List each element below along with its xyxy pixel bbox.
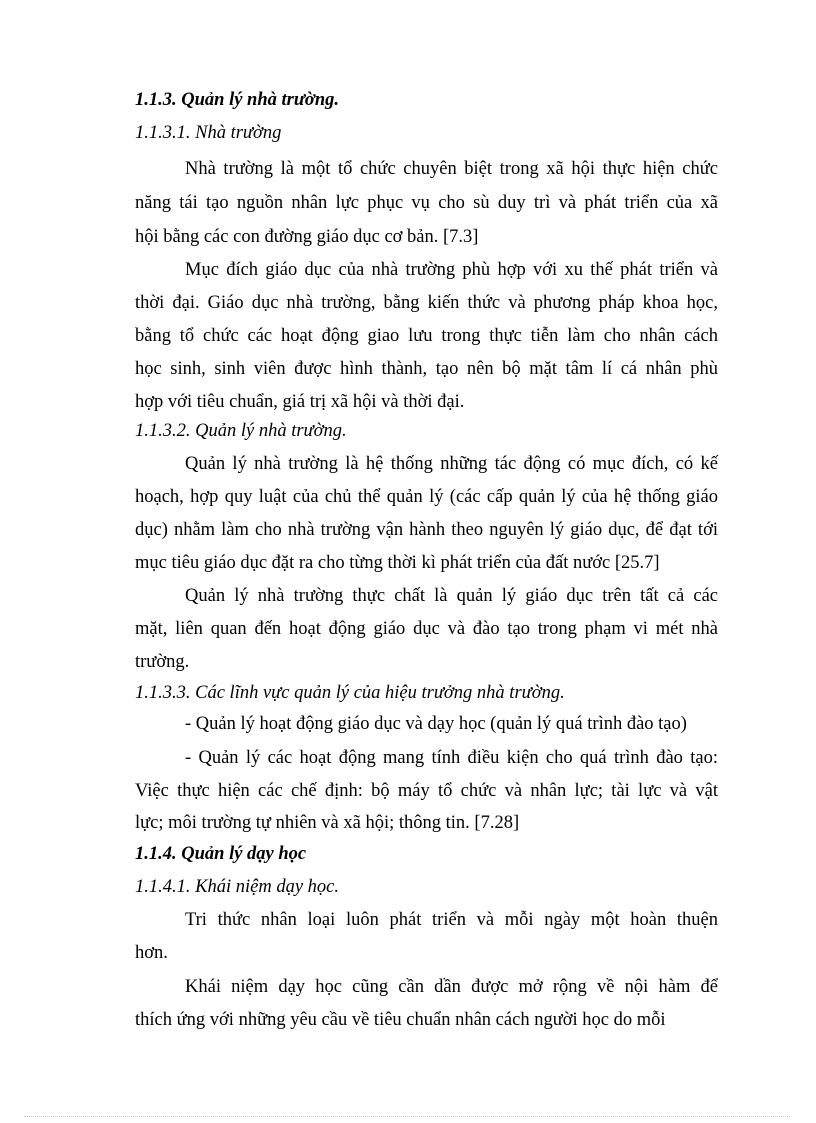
- heading-1-1-4: 1.1.4. Quản lý dạy học: [135, 844, 307, 864]
- paragraph-line: hội bằng các con đường giáo dục cơ bản. [7.3]: [135, 227, 479, 247]
- paragraph-line: hoạch, hợp quy luật của chủ thể quản lý (các cấp quản lý của hệ thống giáo: [135, 487, 718, 507]
- paragraph-line: Quản lý nhà trường là hệ thống những tác động có mục đích, có kế: [185, 454, 718, 474]
- heading-1-1-3-3: 1.1.3.3. Các lĩnh vực quản lý của hiệu trưởng nhà trường.: [135, 683, 565, 703]
- paragraph-line: mục tiêu giáo dục đặt ra cho từng thời kì phát triển của đất nước [25.7]: [135, 553, 660, 573]
- paragraph-line: thích ứng với những yêu cầu về tiêu chuẩn nhân cách người học do mỗi: [135, 1010, 666, 1030]
- heading-1-1-3-1: 1.1.3.1. Nhà trường: [135, 123, 282, 143]
- paragraph-line: trường.: [135, 652, 190, 672]
- paragraph-line: lực; môi trường tự nhiên và xã hội; thông tin. [7.28]: [135, 813, 520, 833]
- footer-divider: [24, 1116, 790, 1117]
- paragraph-line: Mục đích giáo dục của nhà trường phù hợp với xu thế phát triển và: [185, 260, 718, 280]
- paragraph-line: dục) nhằm làm cho nhà trường vận hành theo nguyên lý giáo dục, để đạt tới: [135, 520, 718, 540]
- paragraph-line: Việc thực hiện các chế định: bộ máy tổ chức và nhân lực; tài lực và vật: [135, 781, 718, 801]
- paragraph-line: học sinh, sinh viên được hình thành, tạo nên bộ mặt tâm lí cá nhân phù: [135, 359, 718, 379]
- paragraph-line: Tri thức nhân loại luôn phát triển và mỗi ngày một hoàn thuện: [185, 910, 718, 930]
- paragraph-line: Khái niệm dạy học cũng cần dần được mở rộng về nội hàm để: [185, 977, 718, 997]
- heading-1-1-4-1: 1.1.4.1. Khái niệm dạy học.: [135, 877, 339, 897]
- paragraph-line: hơn.: [135, 943, 168, 963]
- bullet-item: - Quản lý hoạt động giáo dục và dạy học (quản lý quá trình đào tạo): [185, 714, 687, 734]
- bullet-item: - Quản lý các hoạt động mang tính điều kiện cho quá trình đào tạo:: [185, 748, 718, 768]
- paragraph-line: bằng tổ chức các hoạt động giao lưu trong thực tiễn làm cho nhân cách: [135, 326, 718, 346]
- paragraph-line: mặt, liên quan đến hoạt động giáo dục và đào tạo trong phạm vi mét nhà: [135, 619, 718, 639]
- paragraph-line: Quản lý nhà trường thực chất là quản lý giáo dục trên tất cả các: [185, 586, 718, 606]
- heading-1-1-3-2: 1.1.3.2. Quản lý nhà trường.: [135, 421, 347, 441]
- paragraph-line: hợp với tiêu chuẩn, giá trị xã hội và thời đại.: [135, 392, 465, 412]
- paragraph-line: Nhà trường là một tổ chức chuyên biệt trong xã hội thực hiện chức: [185, 159, 718, 179]
- paragraph-line: năng tái tạo nguồn nhân lực phục vụ cho sù duy trì và phát triển của xã: [135, 193, 718, 213]
- heading-1-1-3: 1.1.3. Quản lý nhà trường.: [135, 90, 340, 110]
- paragraph-line: thời đại. Giáo dục nhà trường, bằng kiến thức và phương pháp khoa học,: [135, 293, 718, 313]
